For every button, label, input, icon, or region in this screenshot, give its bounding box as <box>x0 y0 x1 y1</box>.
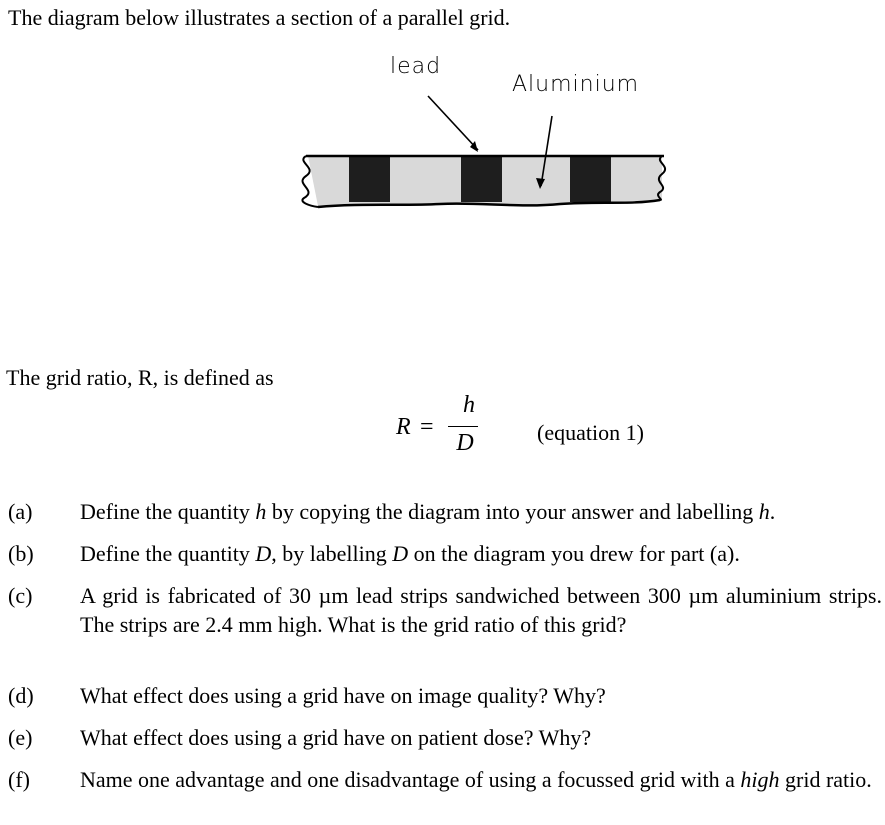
lead-strip-2 <box>461 156 502 202</box>
fraction-bar <box>448 426 478 427</box>
equation-lhs: R <box>396 414 411 440</box>
parallel-grid-diagram <box>0 40 885 240</box>
question-label: (e) <box>8 725 33 750</box>
intro-text: The diagram below illustrates a section of a parallel grid. <box>8 5 511 30</box>
question-d <box>8 681 882 711</box>
question-c <box>8 581 882 671</box>
question-text: What effect does using a grid have on patient dose? Why? <box>80 725 592 750</box>
lead-strip-3 <box>570 156 611 202</box>
question-a <box>8 497 882 527</box>
question-text: What effect does using a grid have on image quality? Why? <box>80 683 606 708</box>
lead-strip-1 <box>349 156 390 202</box>
question-b <box>8 539 882 569</box>
question-label: (d) <box>8 683 34 708</box>
equation-equals: = <box>420 414 434 440</box>
question-e <box>8 723 882 753</box>
grid-ratio-intro: The grid ratio, R, is defined as <box>6 365 274 390</box>
question-text: A grid is fabricated of 30 µm lead strips sandwiched between 300 µm aluminium strips. The strips are 2.4 mm high. What is the grid ratio of this grid? <box>80 583 882 637</box>
question-text: Define the quantity D, by labelling D on the diagram you drew for part (a). <box>80 541 740 566</box>
equation-numerator: h <box>463 392 475 418</box>
question-text: Define the quantity h by copying the diagram into your answer and labelling h. <box>80 499 776 524</box>
equation-denominator: D <box>456 430 474 456</box>
question-f <box>8 765 882 825</box>
aluminium-label: Aluminium <box>512 72 640 97</box>
equation-tag: (equation 1) <box>537 420 644 445</box>
question-label: (c) <box>8 583 33 608</box>
question-label: (a) <box>8 499 33 524</box>
equation-1 <box>390 392 490 462</box>
question-text: Name one advantage and one disadvantage of using a focussed grid with a high grid ratio. <box>80 767 872 792</box>
question-label: (f) <box>8 767 30 792</box>
question-label: (b) <box>8 541 34 566</box>
lead-label: lead <box>390 54 442 79</box>
lead-arrow-shaft <box>428 96 478 150</box>
